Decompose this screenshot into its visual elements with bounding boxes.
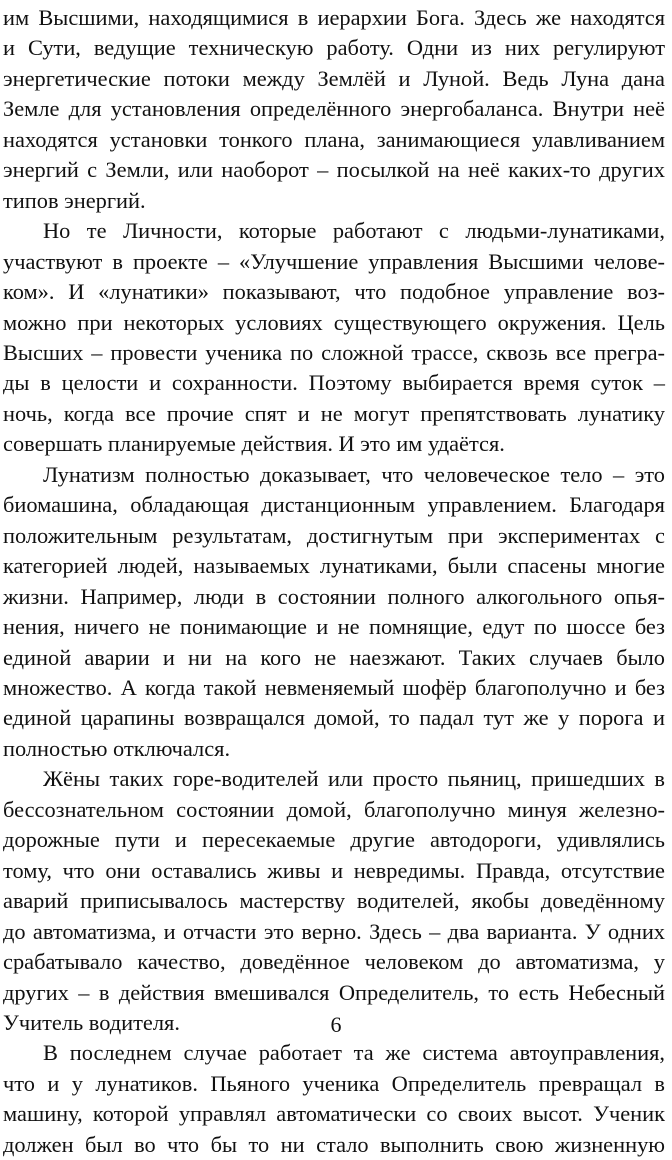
text-line: В последнем случае работает та же система автоуправления, — [43, 1040, 665, 1066]
text-line: срабатывало качество, доведённое человеком до автоматизма, у — [3, 949, 665, 975]
text-line: машину, которой управлял автоматически со своих высот. Ученик — [3, 1101, 665, 1127]
text-line: единой царапины возвращался домой, то падал тут же у порога и — [3, 705, 665, 731]
text-line: тому, что они оставались живы и невредимы. Правда, отсутствие — [3, 857, 665, 883]
text-line: Учитель водителя. — [3, 1009, 180, 1035]
text-line: ды в целости и сохранности. Поэтому выбирается время суток – — [3, 370, 665, 396]
text-line: им Высшими, находящимися в иерархии Бога. Здесь же находятся — [3, 5, 665, 30]
text-line: биомашина, обладающая дистанционным управлением. Благодаря — [3, 492, 665, 518]
text-line: аварий приписывалось мастерству водителей, якобы доведённому — [3, 888, 665, 914]
text-line: и Сути, ведущие техническую работу. Одни из них регулируют — [3, 35, 665, 61]
text-line: дорожные пути и пересекаемые другие автодороги, удивлялись — [3, 827, 665, 853]
text-line: совершать планируемые действия. И это им удаётся. — [3, 431, 505, 457]
paragraph — [3, 1038, 665, 1160]
text-line: жизни. Например, люди в состоянии полного алкогольного опья- — [3, 583, 665, 609]
text-line: нения, ничего не понимающие и не помнящие, едут по шоссе без — [3, 614, 665, 640]
paragraph — [3, 460, 665, 765]
page-number: 6 — [330, 1012, 342, 1037]
text-line: типов энергий. — [3, 187, 146, 213]
text-line: положительным результатам, достигнутым при экспериментах с — [3, 522, 665, 548]
text-line: полностью отключался. — [3, 735, 231, 761]
text-line: находятся установки тонкого плана, занимающиеся улавливанием — [3, 126, 665, 152]
paragraph — [3, 764, 665, 1038]
paragraph — [3, 3, 665, 216]
text-line: множество. А когда такой невменяемый шофёр благополучно и без — [3, 674, 665, 700]
text-line: бессознательном состоянии домой, благополучно минуя железно- — [3, 796, 665, 822]
text-line: категорией людей, называемых лунатиками, были спасены многие — [3, 553, 665, 579]
text-line: до автоматизма, и отчасти это верно. Здесь – два варианта. У одних — [3, 918, 665, 944]
text-line: энергий с Земли, или наоборот – посылкой на неё каких-то других — [3, 157, 665, 183]
paragraph — [3, 216, 665, 460]
text-line: Высших – провести ученика по сложной трассе, сквозь все прегра- — [3, 339, 665, 365]
text-line: что и у лунатиков. Пьяного ученика Определитель превращал в — [3, 1070, 665, 1096]
text-line: Жёны таких горе-водителей или просто пьяниц, пришедших в — [43, 766, 665, 792]
text-line: участвуют в проекте – «Улучшение управления Высшими челове- — [3, 248, 665, 274]
text-line: единой аварии и ни на кого не наезжают. Таких случаев было — [3, 644, 665, 670]
text-line: энергетические потоки между Землёй и Луной. Ведь Луна дана — [3, 65, 665, 91]
text-line: должен был во что бы то ни стало выполнить свою жизненную — [3, 1131, 665, 1157]
text-line: ночь, когда все прочие спят и не могут препятствовать лунатику — [3, 400, 665, 426]
body-text — [3, 3, 665, 1160]
text-line: Лунатизм полностью доказывает, что человеческое тело – это — [43, 461, 665, 487]
text-line: Земле для установления определённого энергобаланса. Внутри неё — [3, 96, 665, 122]
text-line: Но те Личности, которые работают с людьми-лунатиками, — [43, 218, 665, 244]
text-line: можно при некоторых условиях существующего окружения. Цель — [3, 309, 665, 335]
text-line: других – в действия вмешивался Определитель, то есть Небесный — [3, 979, 665, 1005]
text-line: ком». И «лунатики» показывают, что подобное управление воз- — [3, 279, 665, 305]
